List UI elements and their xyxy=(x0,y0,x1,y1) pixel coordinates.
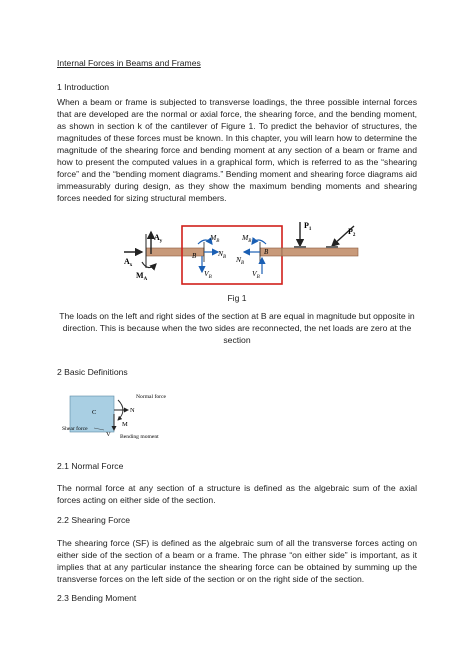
label-c: C xyxy=(92,409,97,416)
label-ay: $A_y$ xyxy=(154,233,163,244)
label-b-left: B xyxy=(192,252,197,260)
label-bending-moment: Bending moment xyxy=(120,434,159,440)
figure-2-section-forces xyxy=(62,388,202,442)
normal-force-paragraph: The normal force at any section of a structure is defined as the algebraic sum of the axial forces acting on either side of the section. xyxy=(57,483,417,505)
document-title: Internal Forces in Beams and Frames xyxy=(57,58,201,68)
section-heading-normal-force: 2.1 Normal Force xyxy=(57,461,124,471)
figure-1-caption: Fig 1 xyxy=(227,293,247,303)
label-b-right: B xyxy=(264,248,269,256)
label-nb-right: $N_B$ xyxy=(236,255,245,266)
moment-mb-right-arrow xyxy=(252,240,266,244)
label-mb-right: $M_B$ xyxy=(242,233,252,244)
label-mb-left: $M_B$ xyxy=(210,233,220,244)
introduction-paragraph: When a beam or frame is subjected to transverse loadings, the three possible internal forces that are developed are the normal or axial force, the shearing force, and the bending moment, as shown in section k of the cantilever of Figure 1. To predict the behavior of structures, the magnitudes of these forces must be known. In this chapter, you will learn how to determine the magnitude of the shearing force and bending moment at any section of a beam or frame and how to present the computed values in a graphical form, which is referred to as the “shearing force” and the “bending moment diagrams.” Bending moment and shearing force diagrams aid immeasurably during design, as they show the maximum bending moments and shearing forces needed for sizing structural members. xyxy=(57,97,417,203)
shearing-force-paragraph: The shearing force (SF) is defined as the algebraic sum of all the transverse forces acting on either side of the section of a beam or a frame. The phrase “on either side” is important, as it implies that at any particular instance the shearing force can be obtained by summing up the transverse forces on the left side of the section or on the right side of the section. xyxy=(57,538,417,584)
section-heading-shearing-force: 2.2 Shearing Force xyxy=(57,515,131,525)
label-p2: $P_2$ xyxy=(348,227,356,238)
label-vb-right: $V_B$ xyxy=(252,269,260,280)
label-m: M xyxy=(122,421,128,428)
moment-ma-arrow xyxy=(142,262,156,268)
section-heading-bending-moment: 2.3 Bending Moment xyxy=(57,593,137,603)
label-normal-force: Normal force xyxy=(136,394,166,400)
load-p1-pad xyxy=(294,246,306,248)
label-ax: $A_x$ xyxy=(124,257,133,268)
label-nb-left: $N_B$ xyxy=(218,249,227,260)
section-heading-introduction: 1 Introduction xyxy=(57,82,110,92)
label-p1: $P_1$ xyxy=(304,221,312,232)
figure-1-beam-diagram xyxy=(118,218,364,288)
label-v: V xyxy=(106,431,111,438)
section-heading-basic-definitions: 2 Basic Definitions xyxy=(57,367,128,377)
figure-1-note: The loads on the left and right sides of the section at B are equal in magnitude but opposite in direction. This is because when the two sides are reconnected, the net loads are zero at the section xyxy=(59,311,415,345)
beam-right-segment xyxy=(282,248,358,256)
label-n: N xyxy=(130,407,135,414)
label-shear-force: Shear force xyxy=(62,426,88,432)
label-vb-left: $V_B$ xyxy=(204,269,212,280)
label-ma: $M_A$ xyxy=(136,271,148,282)
load-p2-pad xyxy=(326,246,338,248)
